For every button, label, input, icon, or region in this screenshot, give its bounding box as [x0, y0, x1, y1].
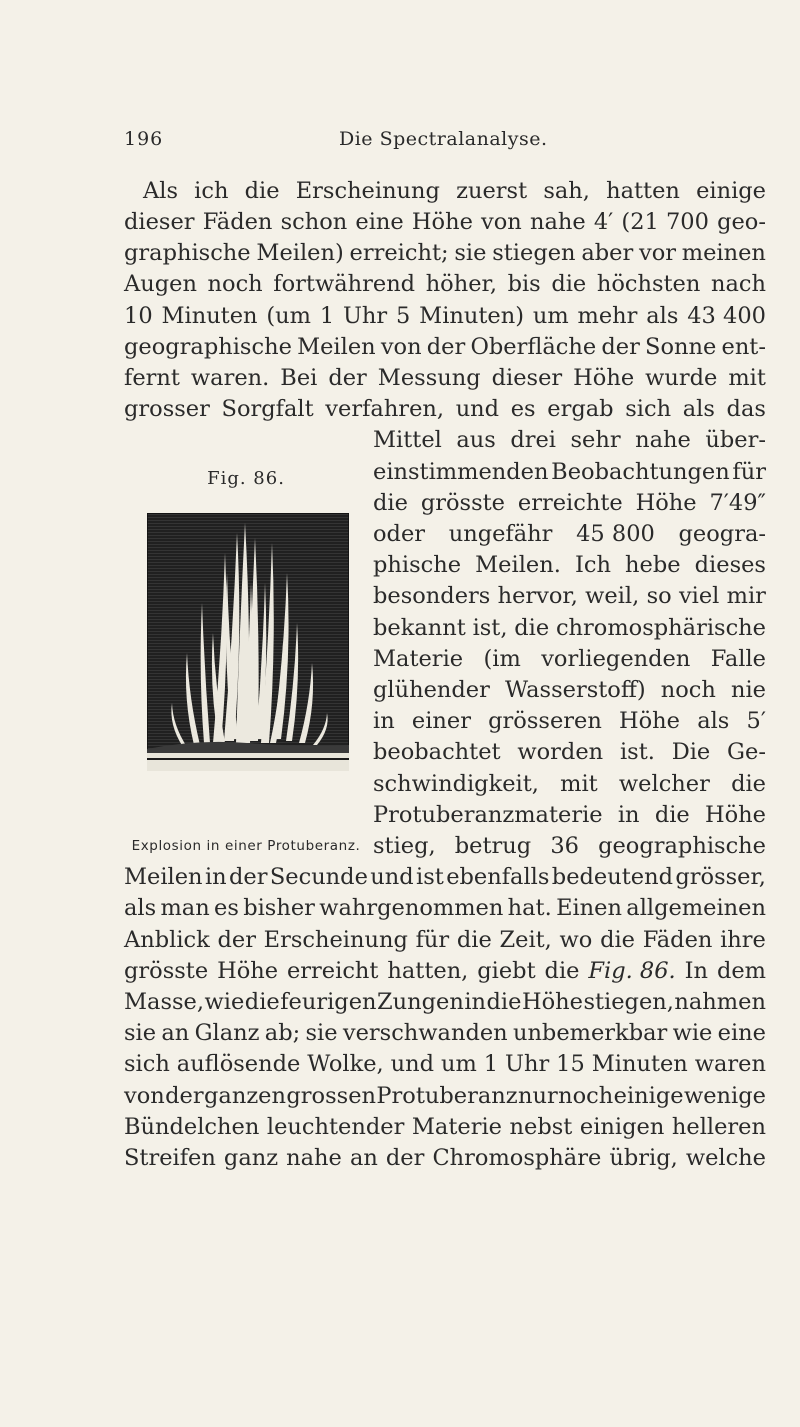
word: Anblick — [124, 927, 210, 953]
word: ganzen — [204, 1083, 286, 1109]
word: welche — [685, 1145, 766, 1171]
word: für — [732, 459, 766, 485]
word: von — [124, 1083, 165, 1109]
word: viel — [678, 583, 720, 609]
word: Höhe — [573, 365, 635, 391]
word: von — [481, 209, 522, 235]
word: 5′ — [746, 708, 766, 734]
word: mir — [726, 583, 766, 609]
figure-caption: Explosion in einer Protuberanz. — [131, 838, 361, 854]
word: worden — [517, 739, 604, 765]
word: nahe — [635, 427, 691, 453]
text-line — [124, 238, 766, 268]
word: als — [646, 303, 679, 329]
running-title: Die Spectralanalyse. — [339, 128, 548, 150]
word: einigen — [579, 1114, 665, 1140]
word: 10 — [124, 303, 153, 329]
word: nahe — [286, 1145, 342, 1171]
word: auflösende — [176, 1051, 301, 1077]
word: 36 — [550, 833, 579, 859]
word: Secunde — [269, 864, 368, 890]
word: in — [373, 708, 395, 734]
word: dieses — [694, 552, 766, 578]
word: so — [646, 583, 672, 609]
text-line — [124, 1143, 766, 1173]
word: hebe — [625, 552, 681, 578]
word: beobachtet — [373, 739, 501, 765]
text-line — [373, 831, 766, 861]
word: hatten, — [387, 958, 469, 984]
text-line — [124, 862, 766, 892]
word: mit — [560, 771, 598, 797]
word: grösste — [420, 490, 505, 516]
word: eine — [717, 1020, 766, 1046]
word: bis — [507, 271, 541, 297]
word: nahmen — [674, 989, 766, 1015]
text-line — [124, 1112, 766, 1142]
word: ist — [416, 864, 444, 890]
word: Höhe — [217, 958, 279, 984]
word: nach — [710, 271, 766, 297]
word: der — [426, 334, 466, 360]
word: sich — [124, 1051, 170, 1077]
word: dieser — [124, 209, 195, 235]
word: an — [349, 1145, 378, 1171]
word: Bei — [280, 365, 318, 391]
word: Fig. 86. — [588, 958, 676, 984]
word: welcher — [618, 771, 710, 797]
word: 5 — [396, 303, 411, 329]
word: In — [684, 958, 709, 984]
text-line — [373, 706, 766, 736]
word: geographische — [124, 334, 292, 360]
word: chromosphärische — [555, 615, 766, 641]
text-line — [124, 394, 766, 424]
word: geogra- — [678, 521, 766, 547]
word: 1 — [483, 1051, 499, 1077]
word: nur — [518, 1083, 558, 1109]
word: Materie — [411, 1114, 502, 1140]
word: Höhe — [521, 989, 583, 1015]
word: graphische — [124, 240, 251, 266]
word: aber — [581, 240, 634, 266]
word: über- — [705, 427, 766, 453]
word: von — [380, 334, 422, 360]
word: Höhe — [619, 708, 680, 734]
text-line — [373, 769, 766, 799]
word: bekannt — [373, 615, 466, 641]
word: Chromosphäre — [432, 1145, 602, 1171]
word: der — [217, 927, 256, 953]
word: ihre — [720, 927, 766, 953]
word: 15 — [556, 1051, 585, 1077]
word: es — [214, 895, 239, 921]
word: grossen — [286, 1083, 376, 1109]
word: grösseren — [488, 708, 602, 734]
word: Protuberanzmaterie — [373, 802, 603, 828]
word: Sorgfalt — [221, 396, 314, 422]
word: oder — [373, 521, 426, 547]
word: Minuten — [161, 303, 258, 329]
word: helleren — [671, 1114, 766, 1140]
word: ab; — [264, 1020, 301, 1046]
word: noch — [660, 677, 716, 703]
word: fortwährend — [273, 271, 416, 297]
word: Einen — [556, 895, 622, 921]
word: leuchtender — [266, 1114, 405, 1140]
figure-label: Fig. 86. — [207, 468, 285, 489]
text-line — [124, 363, 766, 393]
word: grösser, — [675, 864, 766, 890]
word: als — [682, 396, 715, 422]
text-line — [373, 581, 766, 611]
word: vorliegenden — [541, 646, 691, 672]
word: es — [510, 396, 536, 422]
word: zuerst — [456, 178, 528, 204]
word: für — [415, 927, 450, 953]
figure — [124, 468, 368, 854]
word: Materie — [373, 646, 464, 672]
word: drei — [510, 427, 556, 453]
word: aus — [456, 427, 496, 453]
word: grosser — [124, 396, 210, 422]
word: vor — [638, 240, 676, 266]
word: Meilen. — [475, 552, 561, 578]
word: 1 — [319, 303, 335, 329]
running-head — [0, 128, 800, 158]
word: Falle — [710, 646, 766, 672]
word: sehr — [570, 427, 621, 453]
word: sich — [625, 396, 672, 422]
word: besonders — [373, 583, 491, 609]
word: ist, — [472, 615, 508, 641]
word: Als — [143, 178, 178, 204]
prominence-explosion-illustration — [147, 513, 349, 771]
word: erreichte — [517, 490, 623, 516]
word: verfahren, — [325, 396, 445, 422]
word: Messung — [377, 365, 481, 391]
word: stiegen, — [583, 989, 674, 1015]
word: bisher — [243, 895, 315, 921]
word: Ich — [574, 552, 611, 578]
word: Uhr — [342, 303, 388, 329]
word: Beobachtungen — [551, 459, 730, 485]
word: die — [551, 271, 587, 297]
word: stiegen — [492, 240, 576, 266]
text-line — [373, 457, 766, 487]
word: noch — [207, 271, 263, 297]
word: an — [161, 1020, 190, 1046]
word: hervor, — [497, 583, 578, 609]
word: der — [165, 1083, 204, 1109]
text-line — [373, 550, 766, 580]
word: Erscheinung — [263, 927, 408, 953]
word: wenige — [683, 1083, 766, 1109]
word: Augen — [124, 271, 197, 297]
word: glühender — [373, 677, 490, 703]
word: erreicht; — [349, 240, 449, 266]
word: unbemerkbar — [512, 1020, 668, 1046]
word: Minuten — [591, 1051, 688, 1077]
word: höchsten — [596, 271, 701, 297]
word: giebt — [477, 958, 536, 984]
word: geo- — [717, 209, 766, 235]
word: sie — [305, 1020, 338, 1046]
word: der — [385, 1145, 425, 1171]
word: die — [244, 178, 280, 204]
word: mehr — [577, 303, 638, 329]
word: 43 400 — [687, 303, 766, 329]
word: die — [373, 490, 408, 516]
word: dieser — [491, 365, 563, 391]
word: die — [244, 989, 280, 1015]
word: Bündelchen — [124, 1114, 260, 1140]
word: Wolke, — [307, 1051, 384, 1077]
word: Höhe — [705, 802, 766, 828]
word: wo — [559, 927, 593, 953]
word: der — [601, 334, 640, 360]
text-line — [124, 925, 766, 955]
word: Zeit, — [499, 927, 552, 953]
text-line — [124, 1081, 766, 1111]
word: schwindigkeit, — [373, 771, 539, 797]
word: 4′ — [593, 209, 614, 235]
word: Minuten) — [419, 303, 525, 329]
text-line — [124, 301, 766, 331]
word: Glanz — [194, 1020, 260, 1046]
word: verschwanden — [342, 1020, 508, 1046]
word: ent- — [721, 334, 766, 360]
word: Oberfläche — [470, 334, 597, 360]
text-line — [124, 956, 766, 986]
word: fernt — [124, 365, 180, 391]
word: einer — [411, 708, 471, 734]
word: eine — [355, 209, 404, 235]
word: Meilen) — [256, 240, 344, 266]
word: meinen — [681, 240, 766, 266]
word: Erscheinung — [295, 178, 440, 204]
word: Meilen — [297, 334, 376, 360]
word: 45 800 — [576, 521, 655, 547]
text-line — [124, 893, 766, 923]
word: Die — [671, 739, 711, 765]
word: die — [600, 927, 635, 953]
word: waren. — [190, 365, 270, 391]
word: sie — [454, 240, 487, 266]
word: allgemeinen — [626, 895, 766, 921]
word: einige — [696, 178, 766, 204]
word: ergab — [547, 396, 614, 422]
word: Mittel — [373, 427, 442, 453]
word: in — [617, 802, 640, 828]
text-line — [373, 519, 766, 549]
word: Fäden — [642, 927, 713, 953]
word: waren — [694, 1051, 766, 1077]
word: die — [486, 989, 522, 1015]
text-line — [373, 737, 766, 767]
text-line — [124, 1049, 766, 1079]
page-number: 196 — [124, 128, 164, 150]
word: und — [370, 864, 414, 890]
word: Zungen — [377, 989, 464, 1015]
word: als — [697, 708, 730, 734]
word: sah, — [543, 178, 590, 204]
word: ganz — [223, 1145, 279, 1171]
word: Sonne — [645, 334, 717, 360]
word: (im — [483, 646, 521, 672]
text-line — [143, 176, 766, 206]
word: Meilen — [124, 864, 203, 890]
word: (21 700 — [621, 209, 709, 235]
word: Masse, — [124, 989, 205, 1015]
word: und — [455, 396, 500, 422]
text-line — [124, 987, 766, 1017]
word: ebenfalls — [446, 864, 550, 890]
word: man — [160, 895, 210, 921]
text-line — [373, 613, 766, 643]
word: ungefähr — [448, 521, 553, 547]
word: phische — [373, 552, 462, 578]
word: (um — [266, 303, 311, 329]
word: nahe — [529, 209, 586, 235]
word: Uhr — [505, 1051, 550, 1077]
word: wie — [672, 1020, 713, 1046]
word: Protuberanz — [376, 1083, 518, 1109]
word: Wasserstoff) — [504, 677, 646, 703]
word: um — [532, 303, 569, 329]
word: Ge- — [727, 739, 766, 765]
text-line — [373, 675, 766, 705]
word: ich — [194, 178, 229, 204]
word: der — [229, 864, 268, 890]
word: einstimmenden — [373, 459, 549, 485]
text-line — [124, 332, 766, 362]
word: betrug — [454, 833, 532, 859]
word: feurigen — [280, 989, 377, 1015]
word: die — [456, 927, 492, 953]
word: als — [124, 895, 157, 921]
text-line — [124, 269, 766, 299]
word: wahrgenommen — [319, 895, 504, 921]
word: in — [464, 989, 487, 1015]
word: nebst — [509, 1114, 573, 1140]
word: die — [654, 802, 690, 828]
text-line — [373, 800, 766, 830]
word: noch — [558, 1083, 614, 1109]
word: schon — [280, 209, 348, 235]
word: ist. — [619, 739, 655, 765]
word: und — [390, 1051, 435, 1077]
word: Fäden — [202, 209, 273, 235]
word: einige — [613, 1083, 684, 1109]
word: Höhe — [411, 209, 473, 235]
text-line — [373, 488, 766, 518]
word: die — [544, 958, 580, 984]
word: der — [328, 365, 367, 391]
word: in — [204, 864, 227, 890]
word: sie — [124, 1020, 157, 1046]
word: mit — [728, 365, 766, 391]
word: grösste — [124, 958, 209, 984]
word: wie — [204, 989, 245, 1015]
word: erreicht — [286, 958, 379, 984]
word: geographische — [598, 833, 766, 859]
word: wurde — [645, 365, 718, 391]
word: weil, — [585, 583, 640, 609]
word: bedeutend — [551, 864, 673, 890]
word: um — [440, 1051, 477, 1077]
word: Höhe — [635, 490, 697, 516]
word: hat. — [507, 895, 552, 921]
word: 7′49″ — [709, 490, 766, 516]
text-line — [373, 425, 766, 455]
word: das — [726, 396, 766, 422]
word: die — [731, 771, 766, 797]
word: hatten — [606, 178, 680, 204]
text-line — [373, 644, 766, 674]
word: höher, — [425, 271, 497, 297]
word: stieg, — [373, 833, 436, 859]
word: übrig, — [609, 1145, 678, 1171]
word: dem — [716, 958, 766, 984]
text-line — [124, 1018, 766, 1048]
text-line — [124, 207, 766, 237]
word: nie — [730, 677, 766, 703]
word: die — [514, 615, 550, 641]
word: Streifen — [124, 1145, 216, 1171]
